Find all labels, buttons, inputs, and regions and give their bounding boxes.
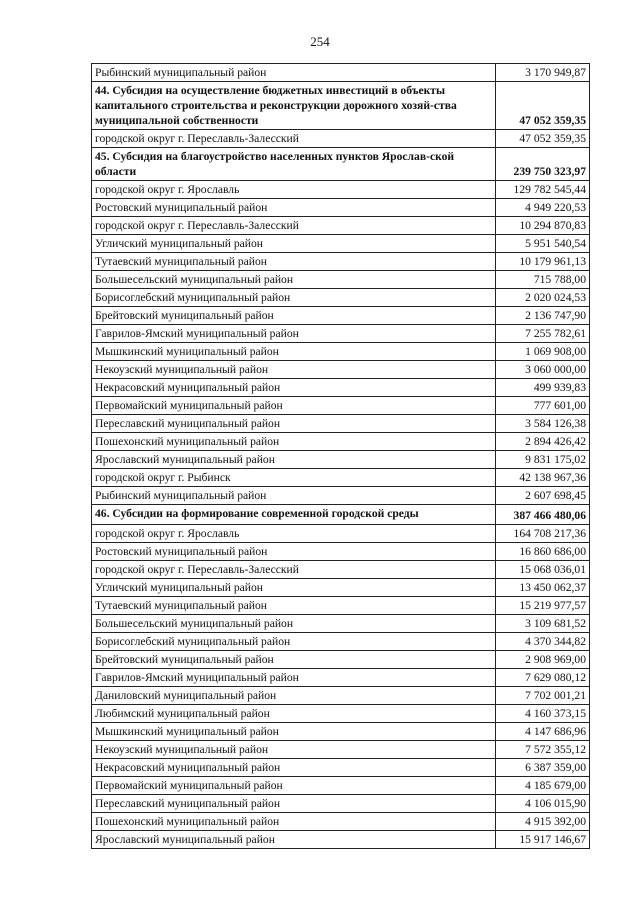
recipient-name: Ярославский муниципальный район: [92, 831, 496, 849]
section-row: [92, 148, 590, 181]
amount-cell: 3 170 949,87: [496, 64, 590, 82]
amount-cell: 3 584 126,38: [496, 415, 590, 433]
amount-cell: 47 052 359,35: [496, 130, 590, 148]
table-row: [92, 543, 590, 561]
recipient-name: Пошехонский муниципальный район: [92, 813, 496, 831]
amount-cell: 7 702 001,21: [496, 687, 590, 705]
table-row: [92, 469, 590, 487]
amount-cell: 9 831 175,02: [496, 451, 590, 469]
recipient-name: Даниловский муниципальный район: [92, 687, 496, 705]
amount-cell: 10 294 870,83: [496, 217, 590, 235]
recipient-name: городской округ г. Ярославль: [92, 181, 496, 199]
table-row: [92, 289, 590, 307]
table-row: [92, 487, 590, 505]
table-row: [92, 633, 590, 651]
section-total: 47 052 359,35: [496, 82, 590, 130]
recipient-name: Ростовский муниципальный район: [92, 199, 496, 217]
amount-cell: 4 147 686,96: [496, 723, 590, 741]
recipient-name: городской округ г. Переславль-Залесский: [92, 561, 496, 579]
section-total: 239 750 323,97: [496, 148, 590, 181]
amount-cell: 7 629 080,12: [496, 669, 590, 687]
recipient-name: Большесельский муниципальный район: [92, 271, 496, 289]
amount-cell: 15 068 036,01: [496, 561, 590, 579]
recipient-name: Первомайский муниципальный район: [92, 777, 496, 795]
recipient-name: Мышкинский муниципальный район: [92, 343, 496, 361]
recipient-name: Ярославский муниципальный район: [92, 451, 496, 469]
table-row: [92, 199, 590, 217]
recipient-name: Гаврилов-Ямский муниципальный район: [92, 669, 496, 687]
recipient-name: Тутаевский муниципальный район: [92, 253, 496, 271]
recipient-name: городской округ г. Ярославль: [92, 525, 496, 543]
table-row: [92, 525, 590, 543]
recipient-name: Некрасовский муниципальный район: [92, 759, 496, 777]
recipient-name: Переславский муниципальный район: [92, 415, 496, 433]
amount-cell: 2 908 969,00: [496, 651, 590, 669]
section-row: [92, 82, 590, 130]
recipient-name: Ростовский муниципальный район: [92, 543, 496, 561]
amount-cell: 3 060 000,00: [496, 361, 590, 379]
recipient-name: Первомайский муниципальный район: [92, 397, 496, 415]
amount-cell: 10 179 961,13: [496, 253, 590, 271]
amount-cell: 42 138 967,36: [496, 469, 590, 487]
table-row: [92, 235, 590, 253]
table-row: [92, 777, 590, 795]
recipient-name: городской округ г. Переславль-Залесский: [92, 130, 496, 148]
table-row: [92, 687, 590, 705]
recipient-name: Борисоглебский муниципальный район: [92, 289, 496, 307]
recipient-name: Некрасовский муниципальный район: [92, 379, 496, 397]
table-row: [92, 307, 590, 325]
budget-table: [91, 63, 590, 849]
section-row: [92, 505, 590, 525]
recipient-name: городской округ г. Переславль-Залесский: [92, 217, 496, 235]
table-row: [92, 651, 590, 669]
recipient-name: Пошехонский муниципальный район: [92, 433, 496, 451]
amount-cell: 5 951 540,54: [496, 235, 590, 253]
table-row: [92, 397, 590, 415]
section-total: 387 466 480,06: [496, 505, 590, 525]
section-title: 45. Субсидия на благоустройство населенных пунктов Ярослав-ской области: [92, 148, 496, 181]
recipient-name: городской округ г. Рыбинск: [92, 469, 496, 487]
amount-cell: 15 219 977,57: [496, 597, 590, 615]
table-row: [92, 130, 590, 148]
amount-cell: 4 106 015,90: [496, 795, 590, 813]
amount-cell: 2 020 024,53: [496, 289, 590, 307]
amount-cell: 2 136 747,90: [496, 307, 590, 325]
table-row: [92, 451, 590, 469]
table-row: [92, 325, 590, 343]
section-title: 44. Субсидия на осуществление бюджетных инвестиций в объекты капитального строительства и реконструкции дорожного хозяй-ства муниципальной собственности: [92, 82, 496, 130]
recipient-name: Брейтовский муниципальный район: [92, 307, 496, 325]
page-number: 254: [310, 34, 330, 49]
amount-cell: 164 708 217,36: [496, 525, 590, 543]
amount-cell: 1 069 908,00: [496, 343, 590, 361]
table-row: [92, 433, 590, 451]
table-row: [92, 217, 590, 235]
amount-cell: 4 370 344,82: [496, 633, 590, 651]
table-row: [92, 361, 590, 379]
recipient-name: Гаврилов-Ямский муниципальный район: [92, 325, 496, 343]
table-row: [92, 831, 590, 849]
amount-cell: 499 939,83: [496, 379, 590, 397]
table-row: [92, 271, 590, 289]
recipient-name: Переславский муниципальный район: [92, 795, 496, 813]
amount-cell: 4 915 392,00: [496, 813, 590, 831]
amount-cell: 2 607 698,45: [496, 487, 590, 505]
table-row: [92, 579, 590, 597]
amount-cell: 715 788,00: [496, 271, 590, 289]
recipient-name: Большесельский муниципальный район: [92, 615, 496, 633]
table-row: [92, 181, 590, 199]
section-title: 46. Субсидии на формирование современной городской среды: [92, 505, 496, 525]
amount-cell: 4 949 220,53: [496, 199, 590, 217]
table-row: [92, 415, 590, 433]
table-row: [92, 723, 590, 741]
amount-cell: 6 387 359,00: [496, 759, 590, 777]
amount-cell: 16 860 686,00: [496, 543, 590, 561]
amount-cell: 7 572 355,12: [496, 741, 590, 759]
amount-cell: 15 917 146,67: [496, 831, 590, 849]
amount-cell: 4 185 679,00: [496, 777, 590, 795]
table-row: [92, 615, 590, 633]
amount-cell: 7 255 782,61: [496, 325, 590, 343]
recipient-name: Тутаевский муниципальный район: [92, 597, 496, 615]
amount-cell: 2 894 426,42: [496, 433, 590, 451]
recipient-name: Некоузский муниципальный район: [92, 741, 496, 759]
table-row: [92, 759, 590, 777]
table-row: [92, 597, 590, 615]
table-row: [92, 64, 590, 82]
table-row: [92, 253, 590, 271]
recipient-name: Рыбинский муниципальный район: [92, 487, 496, 505]
recipient-name: Угличский муниципальный район: [92, 579, 496, 597]
recipient-name: Борисоглебский муниципальный район: [92, 633, 496, 651]
recipient-name: Брейтовский муниципальный район: [92, 651, 496, 669]
amount-cell: 777 601,00: [496, 397, 590, 415]
recipient-name: Угличский муниципальный район: [92, 235, 496, 253]
table-row: [92, 795, 590, 813]
recipient-name: Некоузский муниципальный район: [92, 361, 496, 379]
amount-cell: 13 450 062,37: [496, 579, 590, 597]
recipient-name: Мышкинский муниципальный район: [92, 723, 496, 741]
amount-cell: 129 782 545,44: [496, 181, 590, 199]
recipient-name: Рыбинский муниципальный район: [92, 64, 496, 82]
amount-cell: 4 160 373,15: [496, 705, 590, 723]
budget-table-body: [92, 64, 590, 849]
table-row: [92, 705, 590, 723]
table-row: [92, 379, 590, 397]
table-row: [92, 669, 590, 687]
table-row: [92, 813, 590, 831]
recipient-name: Любимский муниципальный район: [92, 705, 496, 723]
amount-cell: 3 109 681,52: [496, 615, 590, 633]
table-row: [92, 561, 590, 579]
table-row: [92, 741, 590, 759]
table-row: [92, 343, 590, 361]
